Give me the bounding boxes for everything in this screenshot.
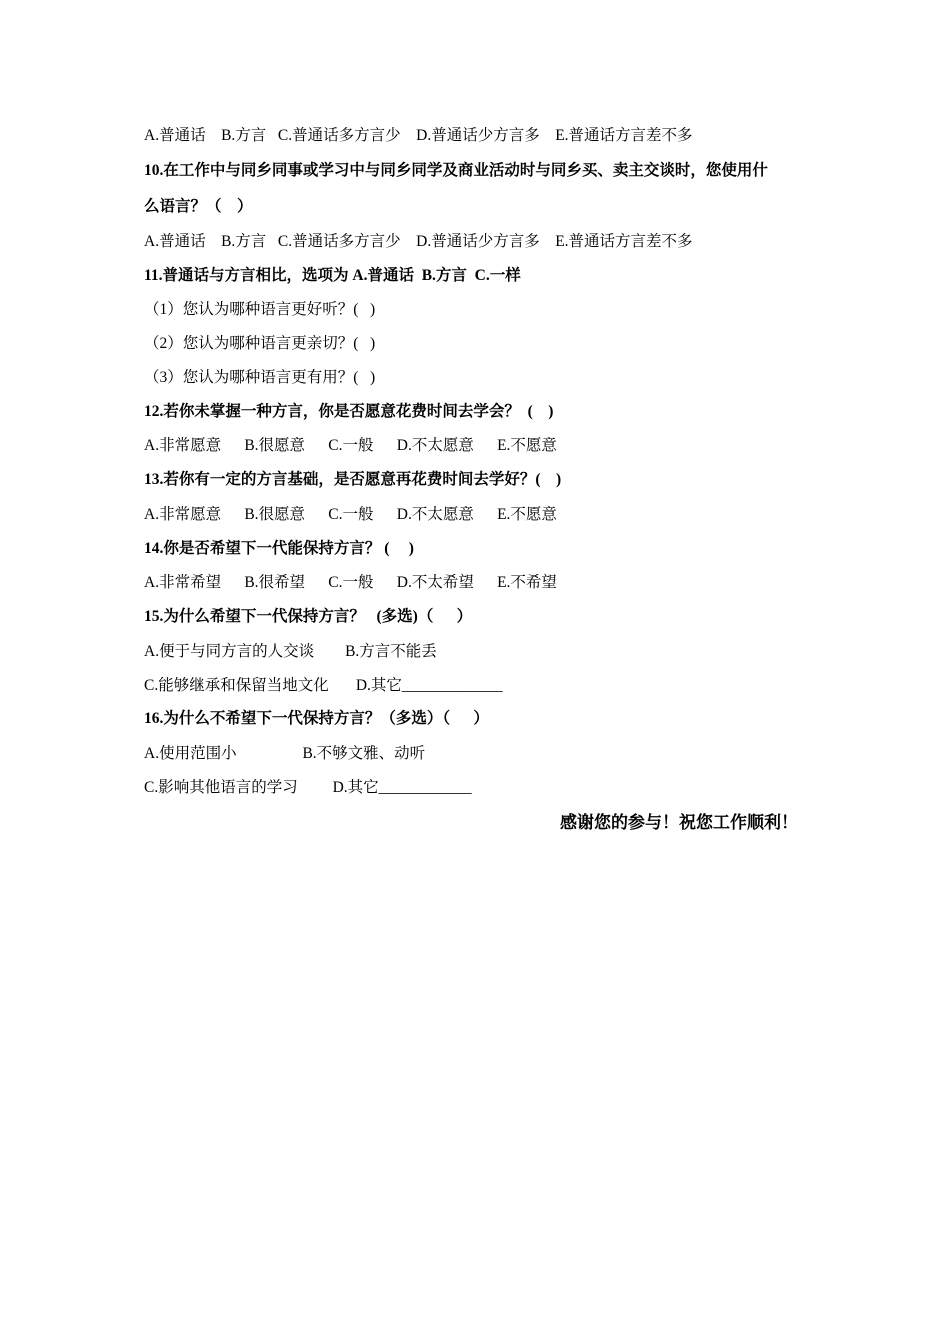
q13-options: A.非常愿意 B.很愿意 C.一般 D.不太愿意 E.不愿意 [144, 506, 557, 523]
q16-options-1: A.使用范围小 B.不够文雅、动听 [144, 745, 426, 762]
q15-options-1: A.便于与同方言的人交谈 B.方言不能丢 [144, 643, 437, 660]
q14-options: A.非常希望 B.很希望 C.一般 D.不太希望 E.不希望 [144, 574, 557, 591]
q14-title: 14.你是否希望下一代能保持方言？ ( ) [144, 540, 414, 557]
q9-options: A.普通话 B.方言 C.普通话多方言少 D.普通话少方言多 E.普通话方言差不多 [144, 127, 693, 144]
q12-options: A.非常愿意 B.很愿意 C.一般 D.不太愿意 E.不愿意 [144, 437, 557, 454]
q16-title: 16.为什么不希望下一代保持方言？（多选）（ ） [144, 710, 489, 727]
q11-sub2: （2）您认为哪种语言更亲切？( ) [144, 335, 376, 352]
q11-title: 11.普通话与方言相比，选项为 A.普通话 B.方言 C.一样 [144, 267, 521, 284]
q10-title: 10.在工作中与同乡同事或学习中与同乡同学及商业活动时与同乡买、卖主交谈时，您使用什 [144, 162, 768, 179]
q16-options-2: C.影响其他语言的学习 D.其它____________ [144, 779, 472, 796]
q10-title-cont: 么语言？（ ） [144, 198, 253, 215]
q11-sub3: （3）您认为哪种语言更有用？( ) [144, 369, 376, 386]
q11-sub1: （1）您认为哪种语言更好听？( ) [144, 301, 376, 318]
closing-thanks: 感谢您的参与！祝您工作顺利！ [560, 813, 798, 832]
q13-title: 13.若你有一定的方言基础，是否愿意再花费时间去学好？( ) [144, 471, 562, 488]
q15-title: 15.为什么希望下一代保持方言？ (多选)（ ） [144, 608, 473, 625]
q10-options: A.普通话 B.方言 C.普通话多方言少 D.普通话少方言多 E.普通话方言差不多 [144, 233, 693, 250]
q12-title: 12.若你未掌握一种方言，你是否愿意花费时间去学会？ ( ) [144, 403, 554, 420]
q15-options-2: C.能够继承和保留当地文化 D.其它_____________ [144, 677, 503, 694]
